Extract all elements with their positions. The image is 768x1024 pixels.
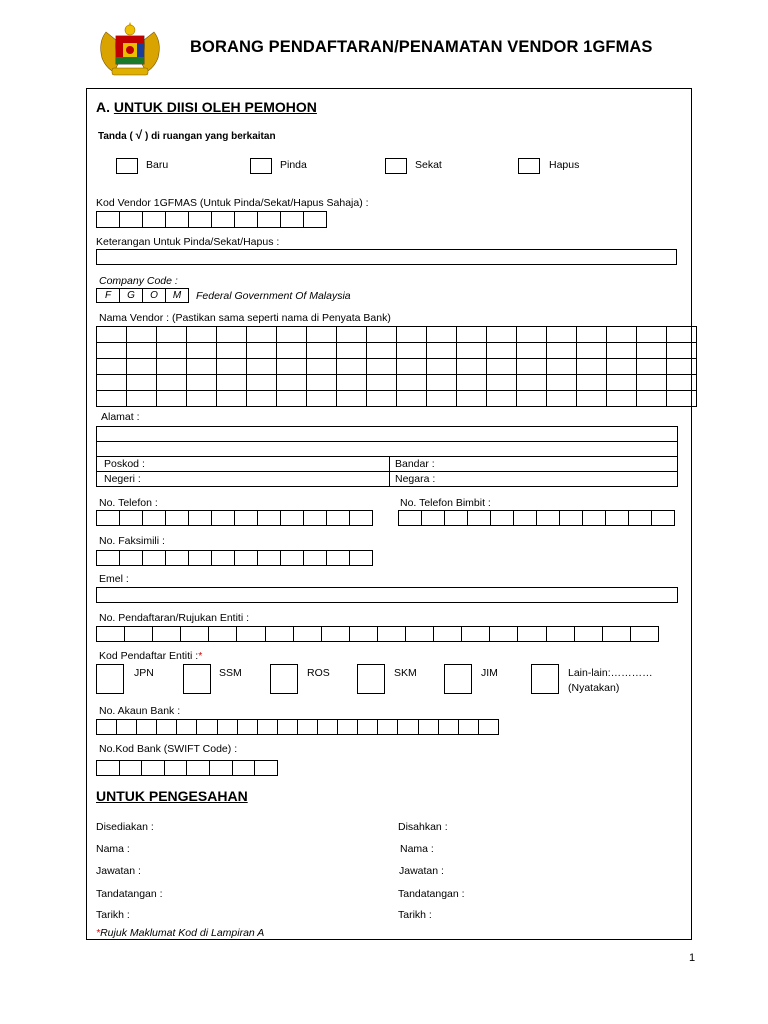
checkbox-sekat[interactable] (385, 158, 407, 174)
company-code-letter: F (96, 288, 120, 303)
input-box[interactable] (176, 719, 197, 735)
input-box[interactable] (582, 510, 606, 526)
company-code-label: Company Code : (99, 275, 178, 287)
vendor-name-cell[interactable] (127, 327, 157, 343)
vendor-name-cell[interactable] (487, 391, 517, 407)
keterangan-label: Keterangan Untuk Pinda/Sekat/Hapus : (96, 236, 280, 248)
vendor-name-cell[interactable] (97, 343, 127, 359)
divider (389, 472, 390, 486)
negeri-label: Negeri : (104, 473, 141, 485)
vendor-name-cell[interactable] (517, 391, 547, 407)
divider (389, 457, 390, 471)
input-box[interactable] (461, 626, 490, 642)
vendor-name-cell[interactable] (187, 343, 217, 359)
vendor-name-cell[interactable] (307, 375, 337, 391)
telefon-boxes[interactable] (96, 510, 373, 526)
vendor-name-cell[interactable] (187, 391, 217, 407)
vendor-name-cell[interactable] (367, 327, 397, 343)
telefon-label: No. Telefon : (99, 497, 158, 509)
input-box[interactable] (188, 211, 212, 228)
input-box[interactable] (559, 510, 583, 526)
input-box[interactable] (397, 719, 418, 735)
vendor-name-cell[interactable] (457, 359, 487, 375)
label-ssm: SSM (219, 667, 242, 679)
vendor-name-cell[interactable] (247, 343, 277, 359)
label-pinda: Pinda (280, 159, 307, 171)
input-box[interactable] (280, 550, 304, 566)
input-box[interactable] (303, 550, 327, 566)
vendor-name-cell[interactable] (97, 327, 127, 343)
vendor-name-cell[interactable] (127, 359, 157, 375)
input-box[interactable] (349, 626, 378, 642)
kod-pendaftar-label: Kod Pendaftar Entiti :* (99, 650, 203, 662)
swift-label: No.Kod Bank (SWIFT Code) : (99, 743, 238, 755)
emel-field[interactable] (96, 587, 678, 603)
vendor-name-cell[interactable] (187, 327, 217, 343)
vendor-name-cell[interactable] (307, 391, 337, 407)
input-box[interactable] (165, 510, 189, 526)
vendor-name-cell[interactable] (637, 375, 667, 391)
vendor-name-cell[interactable] (217, 359, 247, 375)
vendor-name-cell[interactable] (157, 391, 187, 407)
label-jpn: JPN (134, 667, 154, 679)
tandatangan-label-left: Tandatangan : (96, 888, 163, 900)
vendor-name-cell[interactable] (517, 359, 547, 375)
input-box[interactable] (165, 211, 189, 228)
vendor-name-cell[interactable] (457, 375, 487, 391)
vendor-name-cell[interactable] (247, 327, 277, 343)
input-box[interactable] (124, 626, 153, 642)
input-box[interactable] (277, 719, 298, 735)
vendor-name-cell[interactable] (157, 359, 187, 375)
vendor-name-cell[interactable] (667, 391, 697, 407)
tarikh-label-right: Tarikh : (398, 909, 432, 921)
input-box[interactable] (196, 719, 217, 735)
vendor-name-cell[interactable] (397, 327, 427, 343)
vendor-name-cell[interactable] (607, 375, 637, 391)
checkbox-pinda[interactable] (250, 158, 272, 174)
malaysia-crest-icon (94, 18, 166, 80)
vendor-name-cell[interactable] (307, 359, 337, 375)
vendor-name-cell[interactable] (547, 375, 577, 391)
input-box[interactable] (398, 510, 422, 526)
vendor-name-cell[interactable] (427, 327, 457, 343)
vendor-name-cell[interactable] (367, 391, 397, 407)
bimbit-boxes[interactable] (398, 510, 675, 526)
vendor-name-cell[interactable] (157, 343, 187, 359)
vendor-name-cell[interactable] (607, 343, 637, 359)
vendor-name-cell[interactable] (187, 375, 217, 391)
vendor-name-cell[interactable] (307, 343, 337, 359)
vendor-name-cell[interactable] (547, 359, 577, 375)
vendor-name-cell[interactable] (397, 359, 427, 375)
input-box[interactable] (96, 550, 120, 566)
checkbox-lain-lain[interactable] (531, 664, 559, 694)
vendor-name-cell[interactable] (97, 375, 127, 391)
input-box[interactable] (234, 550, 258, 566)
rujuk-note: *Rujuk Maklumat Kod di Lampiran A (96, 927, 265, 939)
vendor-name-cell[interactable] (337, 327, 367, 343)
disediakan-label: Disediakan : (96, 821, 154, 833)
vendor-name-cell[interactable] (577, 359, 607, 375)
vendor-name-cell[interactable] (397, 343, 427, 359)
page-number: 1 (689, 952, 696, 964)
checkbox-ssm[interactable] (183, 664, 211, 694)
vendor-name-cell[interactable] (277, 327, 307, 343)
input-box[interactable] (326, 510, 350, 526)
label-sekat: Sekat (415, 159, 442, 171)
vendor-name-cell[interactable] (607, 327, 637, 343)
vendor-name-cell[interactable] (307, 327, 337, 343)
input-box[interactable] (357, 719, 378, 735)
vendor-name-cell[interactable] (577, 327, 607, 343)
kod-vendor-label: Kod Vendor 1GFMAS (Untuk Pinda/Sekat/Hapus Sahaja) : (96, 197, 369, 209)
negara-label: Negara : (395, 473, 436, 485)
checkbox-jim[interactable] (444, 664, 472, 694)
checkbox-ros[interactable] (270, 664, 298, 694)
input-box[interactable] (280, 510, 304, 526)
company-code-letter: G (119, 288, 143, 303)
input-box[interactable] (257, 211, 281, 228)
company-code-desc: Federal Government Of Malaysia (196, 290, 351, 302)
input-box[interactable] (257, 510, 281, 526)
vendor-name-cell[interactable] (97, 391, 127, 407)
input-box[interactable] (96, 760, 120, 776)
alamat-label: Alamat : (101, 411, 140, 423)
tarikh-label-left: Tarikh : (96, 909, 130, 921)
vendor-name-cell[interactable] (157, 375, 187, 391)
input-box[interactable] (136, 719, 157, 735)
input-box[interactable] (265, 626, 294, 642)
vendor-name-cell[interactable] (97, 359, 127, 375)
input-box[interactable] (405, 626, 434, 642)
akaun-boxes[interactable] (96, 719, 499, 735)
input-box[interactable] (119, 510, 143, 526)
input-box[interactable] (96, 510, 120, 526)
input-box[interactable] (433, 626, 462, 642)
input-box[interactable] (349, 550, 373, 566)
vendor-name-cell[interactable] (577, 375, 607, 391)
vendor-name-cell[interactable] (637, 327, 667, 343)
nama-vendor-grid[interactable] (96, 326, 697, 407)
input-box[interactable] (602, 626, 631, 642)
vendor-name-cell[interactable] (337, 375, 367, 391)
vendor-name-cell[interactable] (487, 359, 517, 375)
input-box[interactable] (377, 719, 398, 735)
input-box[interactable] (293, 626, 322, 642)
vendor-name-cell[interactable] (517, 375, 547, 391)
input-box[interactable] (490, 510, 514, 526)
input-box[interactable] (208, 626, 237, 642)
input-box[interactable] (517, 626, 546, 642)
checkbox-hapus[interactable] (518, 158, 540, 174)
tanda-instruction: Tanda ( √ ) di ruangan yang berkaitan (98, 128, 276, 142)
input-box[interactable] (546, 626, 575, 642)
vendor-name-cell[interactable] (187, 359, 217, 375)
vendor-name-cell[interactable] (277, 359, 307, 375)
label-lain-lain: Lain-lain:………… (568, 667, 653, 679)
checkbox-baru[interactable] (116, 158, 138, 174)
vendor-name-cell[interactable] (427, 343, 457, 359)
input-box[interactable] (211, 211, 235, 228)
input-box[interactable] (438, 719, 459, 735)
input-box[interactable] (418, 719, 439, 735)
input-box[interactable] (605, 510, 629, 526)
jawatan-label-left: Jawatan : (96, 865, 141, 877)
input-box[interactable] (186, 760, 210, 776)
input-box[interactable] (96, 211, 120, 228)
vendor-name-cell[interactable] (277, 391, 307, 407)
bandar-label: Bandar : (395, 458, 435, 470)
label-baru: Baru (146, 159, 169, 171)
input-box[interactable] (377, 626, 406, 642)
vendor-name-cell[interactable] (577, 391, 607, 407)
input-box[interactable] (257, 719, 278, 735)
vendor-name-cell[interactable] (577, 343, 607, 359)
vendor-name-cell[interactable] (427, 391, 457, 407)
input-box[interactable] (297, 719, 318, 735)
input-box[interactable] (337, 719, 358, 735)
vendor-name-cell[interactable] (547, 391, 577, 407)
vendor-name-cell[interactable] (637, 343, 667, 359)
input-box[interactable] (141, 760, 165, 776)
input-box[interactable] (217, 719, 238, 735)
vendor-name-cell[interactable] (247, 359, 277, 375)
vendor-name-cell[interactable] (547, 343, 577, 359)
input-box[interactable] (211, 510, 235, 526)
poskod-label: Poskod : (104, 458, 145, 470)
vendor-name-cell[interactable] (457, 391, 487, 407)
swift-boxes[interactable] (96, 760, 278, 776)
vendor-name-cell[interactable] (157, 327, 187, 343)
input-box[interactable] (152, 626, 181, 642)
label-hapus: Hapus (549, 159, 580, 171)
vendor-name-cell[interactable] (217, 343, 247, 359)
vendor-name-cell[interactable] (667, 327, 697, 343)
input-box[interactable] (96, 626, 125, 642)
nama-vendor-label: Nama Vendor : (Pastikan sama seperti nama di Penyata Bank) (99, 312, 391, 324)
vendor-name-cell[interactable] (217, 327, 247, 343)
input-box[interactable] (651, 510, 675, 526)
input-box[interactable] (321, 626, 350, 642)
input-box[interactable] (630, 626, 659, 642)
vendor-name-cell[interactable] (457, 343, 487, 359)
vendor-name-cell[interactable] (127, 375, 157, 391)
input-box[interactable] (236, 626, 265, 642)
input-box[interactable] (489, 626, 518, 642)
input-box[interactable] (232, 760, 256, 776)
checkbox-skm[interactable] (357, 664, 385, 694)
vendor-name-cell[interactable] (337, 391, 367, 407)
input-box[interactable] (280, 211, 304, 228)
company-code-boxes (96, 288, 189, 303)
vendor-name-cell[interactable] (217, 375, 247, 391)
input-box[interactable] (257, 550, 281, 566)
vendor-name-cell[interactable] (487, 375, 517, 391)
input-box[interactable] (303, 510, 327, 526)
vendor-name-cell[interactable] (397, 375, 427, 391)
pendaftaran-boxes[interactable] (96, 626, 659, 642)
label-jim: JIM (481, 667, 498, 679)
input-box[interactable] (156, 719, 177, 735)
vendor-name-cell[interactable] (127, 343, 157, 359)
vendor-name-cell[interactable] (247, 375, 277, 391)
faksimili-label: No. Faksimili : (99, 535, 165, 547)
faksimili-boxes[interactable] (96, 550, 373, 566)
input-box[interactable] (180, 626, 209, 642)
input-box[interactable] (96, 719, 117, 735)
vendor-name-cell[interactable] (637, 359, 667, 375)
input-box[interactable] (142, 550, 166, 566)
nama-label-left: Nama : (96, 843, 130, 855)
company-code-letter: M (165, 288, 189, 303)
input-box[interactable] (164, 760, 188, 776)
input-box[interactable] (513, 510, 537, 526)
tandatangan-label-right: Tandatangan : (398, 888, 465, 900)
akaun-label: No. Akaun Bank : (99, 705, 181, 717)
jawatan-label-right: Jawatan : (399, 865, 444, 877)
vendor-name-cell[interactable] (217, 391, 247, 407)
vendor-name-cell[interactable] (427, 375, 457, 391)
vendor-name-cell[interactable] (517, 327, 547, 343)
vendor-name-cell[interactable] (337, 343, 367, 359)
vendor-name-cell[interactable] (637, 391, 667, 407)
pendaftaran-label: No. Pendaftaran/Rujukan Entiti : (99, 612, 250, 624)
form-title: BORANG PENDAFTARAN/PENAMATAN VENDOR 1GFMAS (190, 38, 653, 56)
input-box[interactable] (119, 760, 143, 776)
checkbox-jpn[interactable] (96, 664, 124, 694)
disahkan-label: Disahkan : (398, 821, 448, 833)
input-box[interactable] (209, 760, 233, 776)
input-box[interactable] (234, 211, 258, 228)
input-box[interactable] (142, 510, 166, 526)
section-a-heading: A. UNTUK DIISI OLEH PEMOHON (96, 99, 317, 115)
input-box[interactable] (536, 510, 560, 526)
vendor-name-cell[interactable] (517, 343, 547, 359)
input-box[interactable] (116, 719, 137, 735)
alamat-line-2[interactable] (96, 441, 678, 457)
input-box[interactable] (628, 510, 652, 526)
label-nyatakan: (Nyatakan) (568, 682, 620, 694)
input-box[interactable] (142, 211, 166, 228)
label-skm: SKM (394, 667, 417, 679)
vendor-name-cell[interactable] (487, 343, 517, 359)
input-box[interactable] (165, 550, 189, 566)
label-ros: ROS (307, 667, 330, 679)
vendor-name-cell[interactable] (367, 343, 397, 359)
bimbit-label: No. Telefon Bimbit : (400, 497, 491, 509)
negeri-negara-row[interactable] (96, 471, 678, 487)
input-box[interactable] (478, 719, 499, 735)
keterangan-field[interactable] (96, 249, 677, 265)
input-box[interactable] (254, 760, 278, 776)
alamat-block (96, 426, 678, 487)
input-box[interactable] (188, 510, 212, 526)
kod-vendor-boxes[interactable] (96, 211, 327, 228)
input-box[interactable] (317, 719, 338, 735)
input-box[interactable] (303, 211, 327, 228)
input-box[interactable] (467, 510, 491, 526)
emel-label: Emel : (99, 573, 129, 585)
input-box[interactable] (421, 510, 445, 526)
vendor-name-cell[interactable] (277, 343, 307, 359)
vendor-name-cell[interactable] (337, 359, 367, 375)
input-box[interactable] (458, 719, 479, 735)
input-box[interactable] (211, 550, 235, 566)
vendor-name-cell[interactable] (427, 359, 457, 375)
pengesahan-heading: UNTUK PENGESAHAN (96, 788, 248, 804)
poskod-bandar-row[interactable] (96, 456, 678, 472)
input-box[interactable] (237, 719, 258, 735)
alamat-line-1[interactable] (96, 426, 678, 442)
vendor-name-cell[interactable] (667, 343, 697, 359)
vendor-name-cell[interactable] (607, 391, 637, 407)
vendor-name-cell[interactable] (607, 359, 637, 375)
input-box[interactable] (234, 510, 258, 526)
vendor-name-cell[interactable] (457, 327, 487, 343)
vendor-name-cell[interactable] (247, 391, 277, 407)
vendor-name-cell[interactable] (667, 359, 697, 375)
vendor-name-cell[interactable] (667, 375, 697, 391)
nama-label-right: Nama : (400, 843, 434, 855)
vendor-name-cell[interactable] (277, 375, 307, 391)
company-code-letter: O (142, 288, 166, 303)
input-box[interactable] (119, 211, 143, 228)
input-box[interactable] (349, 510, 373, 526)
input-box[interactable] (119, 550, 143, 566)
input-box[interactable] (574, 626, 603, 642)
vendor-name-cell[interactable] (127, 391, 157, 407)
input-box[interactable] (326, 550, 350, 566)
vendor-name-cell[interactable] (487, 327, 517, 343)
vendor-name-cell[interactable] (367, 359, 397, 375)
input-box[interactable] (188, 550, 212, 566)
vendor-name-cell[interactable] (367, 375, 397, 391)
input-box[interactable] (444, 510, 468, 526)
vendor-name-cell[interactable] (547, 327, 577, 343)
vendor-name-cell[interactable] (397, 391, 427, 407)
